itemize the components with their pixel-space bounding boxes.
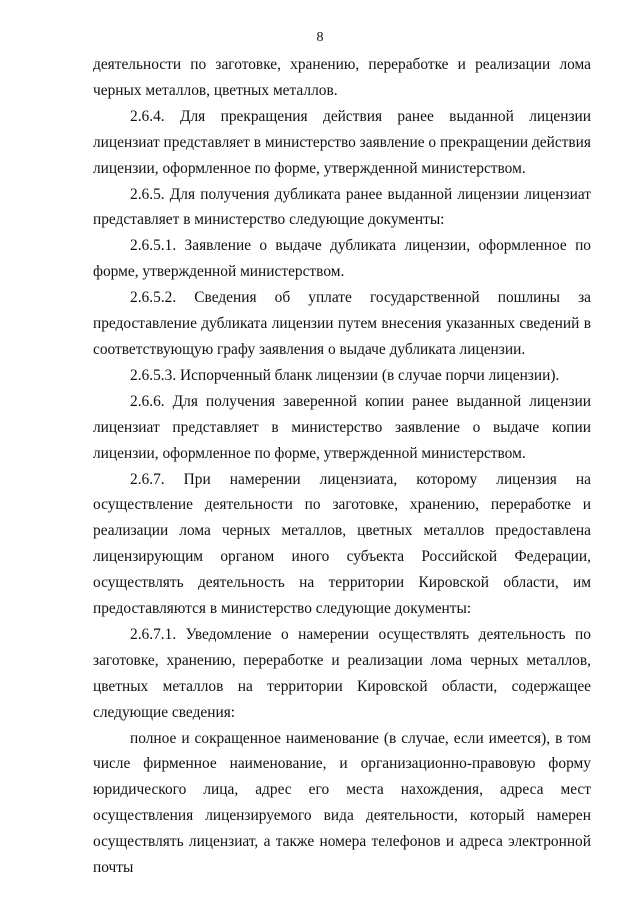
paragraph: 2.6.4. Для прекращения действия ранее выданной лицензии лицензиат представляет в министерство заявление о прекращении действия лицензии, оформленное по форме, утвержденной министерством. bbox=[93, 107, 591, 177]
paragraph: 2.6.7.1. Уведомление о намерении осуществлять деятельность по заготовке, хранению, переработке и реализации лома черных металлов, цветных металлов на территории Кировской области, содержащее следующие сведения: bbox=[93, 625, 591, 721]
paragraph: 2.6.5.3. Испорченный бланк лицензии (в случае порчи лицензии). bbox=[130, 366, 560, 384]
paragraph: 2.6.6. Для получения заверенной копии ранее выданной лицензии лицензиат представляет в министерство заявление о выдаче копии лицензии, оформленное по форме, утвержденной министерством. bbox=[93, 392, 591, 462]
paragraph: 2.6.5. Для получения дубликата ранее выданной лицензии лицензиат представляет в министерство следующие документы: bbox=[93, 185, 591, 229]
paragraph: 2.6.7. При намерении лицензиата, которому лицензия на осуществление деятельности по заготовке, хранению, переработке и реализации лома черных металлов, цветных металлов предоставлена лицензирующим органом иного субъекта Российской Федерации, осуществлять деятельность на территории Кировской области, им предоставляются в министерство следующие документы: bbox=[93, 470, 591, 618]
paragraph: деятельности по заготовке, хранению, переработке и реализации лома черных металлов, цветных металлов. bbox=[93, 56, 591, 99]
paragraph: полное и сокращенное наименование (в случае, если имеется), в том числе фирменное наименование, и организационно-правовую форму юридического лица, адрес его места нахождения, адреса мест осуществления лицензируемого вида деятельности, который намерен осуществлять лицензиат, а также номера телефонов и адреса электронной почты bbox=[93, 729, 591, 877]
paragraph: 2.6.5.2. Сведения об уплате государственной пошлины за предоставление дубликата лицензии путем внесения указанных сведений в соответствующую графу заявления о выдаче дубликата лицензии. bbox=[93, 289, 591, 358]
page-number: 8 bbox=[316, 30, 324, 45]
document-body bbox=[93, 52, 591, 881]
paragraph: 2.6.5.1. Заявление о выдаче дубликата лицензии, оформленное по форме, утвержденной министерством. bbox=[93, 237, 591, 281]
